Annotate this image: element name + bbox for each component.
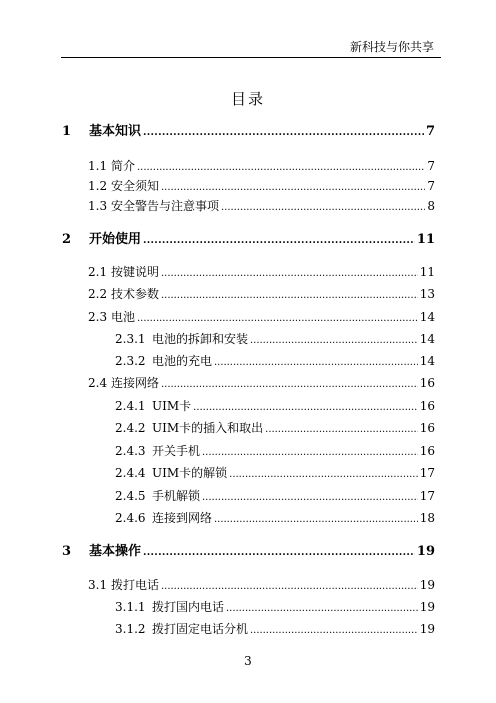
toc-entry[interactable] xyxy=(62,124,435,141)
toc-entry-page: 14 xyxy=(419,310,435,324)
toc-entry[interactable] xyxy=(88,375,435,393)
toc-entry-page: 16 xyxy=(419,376,435,390)
page-number: 3 xyxy=(244,654,252,668)
toc-entry-number: 2.4.6 xyxy=(115,511,146,525)
toc-entry-number: 2.3.2 xyxy=(115,354,146,368)
toc-entry-page: 11 xyxy=(419,265,435,279)
toc-leader-dots xyxy=(161,577,418,595)
toc-entry-page: 19 xyxy=(419,600,435,614)
running-header: 新科技与你共享 xyxy=(349,40,434,54)
toc-entry-title: UIM卡的解锁 xyxy=(152,466,228,480)
toc-entry[interactable] xyxy=(115,353,435,371)
toc-entry-number: 2.4.2 xyxy=(115,421,146,435)
toc-entry-number: 2.4.5 xyxy=(115,489,146,503)
toc-entry-title: 连接网络 xyxy=(111,376,160,390)
toc-entry[interactable] xyxy=(62,232,435,249)
toc-leader-dots xyxy=(161,178,425,196)
toc-entry-number: 3.1.2 xyxy=(115,622,146,636)
toc-entry-title: 连接到网络 xyxy=(152,511,213,525)
toc-leader-dots xyxy=(193,398,418,416)
toc-entry[interactable] xyxy=(115,465,435,483)
toc-entry-page: 17 xyxy=(419,489,435,503)
toc-leader-dots xyxy=(137,309,418,327)
toc-entry-page: 11 xyxy=(416,232,435,247)
toc-entry[interactable] xyxy=(62,544,435,561)
toc-entry[interactable] xyxy=(115,488,435,506)
toc-entry[interactable] xyxy=(115,420,435,438)
toc-entry-page: 16 xyxy=(419,421,435,435)
toc-entry[interactable] xyxy=(115,599,435,617)
toc-leader-dots xyxy=(250,621,418,639)
toc-entry-title: 开关手机 xyxy=(152,444,201,458)
toc-entry[interactable] xyxy=(88,198,435,216)
toc-entry-number: 2.4.4 xyxy=(115,466,146,480)
toc-leader-dots xyxy=(214,510,418,528)
toc-entry-number: 2.2 xyxy=(88,287,108,301)
toc-entry-page: 14 xyxy=(419,354,435,368)
toc-leader-dots xyxy=(161,286,418,304)
toc-entry[interactable] xyxy=(88,158,435,176)
toc-entry-title: 安全警告与注意事项 xyxy=(111,199,220,213)
toc-entry-number: 2 xyxy=(62,232,72,247)
toc-entry-title: 安全须知 xyxy=(111,179,160,193)
toc-entry[interactable] xyxy=(88,309,435,327)
toc-entry[interactable] xyxy=(115,510,435,528)
toc-entry-title: 拨打电话 xyxy=(111,578,160,592)
toc-entry-title: 拨打国内电话 xyxy=(152,600,225,614)
toc-entry-number: 1.2 xyxy=(88,179,108,193)
toc-leader-dots xyxy=(226,599,418,617)
toc-entry-number: 2.4.1 xyxy=(115,399,146,413)
toc-leader-dots xyxy=(221,198,425,216)
toc-leader-dots xyxy=(137,158,425,176)
toc-entry-number: 2.4 xyxy=(88,376,108,390)
toc-entry[interactable] xyxy=(115,621,435,639)
toc-entry-page: 14 xyxy=(419,332,435,346)
toc-entry-page: 18 xyxy=(419,511,435,525)
toc-entry[interactable] xyxy=(88,264,435,282)
toc-leader-dots xyxy=(143,124,424,141)
toc-entry[interactable] xyxy=(115,331,435,349)
toc-entry-page: 16 xyxy=(419,444,435,458)
toc-entry-title: 按键说明 xyxy=(111,265,160,279)
toc-entry-title: UIM卡的插入和取出 xyxy=(152,421,264,435)
toc-entry-page: 7 xyxy=(427,159,435,173)
toc-leader-dots xyxy=(202,488,418,506)
toc-entry-title: 拨打固定电话分机 xyxy=(152,622,249,636)
toc-entry-number: 2.1 xyxy=(88,265,108,279)
toc-leader-dots xyxy=(161,375,418,393)
toc-entry-page: 19 xyxy=(416,544,435,559)
toc-entry-page: 7 xyxy=(427,179,435,193)
toc-entry-title: 电池的拆卸和安装 xyxy=(152,332,249,346)
toc-entry-number: 2.3 xyxy=(88,310,108,324)
toc-entry-title: 简介 xyxy=(111,159,136,173)
toc-entry-number: 3.1 xyxy=(88,578,108,592)
toc-entry-title: 开始使用 xyxy=(89,232,142,247)
toc-entry-page: 19 xyxy=(419,622,435,636)
toc-entry-page: 16 xyxy=(419,399,435,413)
toc-leader-dots xyxy=(161,264,418,282)
toc-entry-title: 基本知识 xyxy=(89,124,142,139)
toc-entry-number: 1 xyxy=(62,124,72,139)
toc-entry[interactable] xyxy=(115,398,435,416)
toc-entry-page: 19 xyxy=(419,578,435,592)
header-rule xyxy=(61,57,441,58)
toc-entry-title: 电池 xyxy=(111,310,136,324)
toc-entry-number: 1.1 xyxy=(88,159,108,173)
toc-entry-number: 1.3 xyxy=(88,199,108,213)
toc-entry-title: 技术参数 xyxy=(111,287,160,301)
toc-entry-title: UIM卡 xyxy=(152,399,192,413)
page-title: 目录 xyxy=(230,90,265,108)
toc-leader-dots xyxy=(265,420,418,438)
toc-leader-dots xyxy=(214,353,418,371)
toc-entry-page: 8 xyxy=(427,199,435,213)
toc-entry-number: 2.4.3 xyxy=(115,444,146,458)
toc-entry-number: 3 xyxy=(62,544,72,559)
toc-entry[interactable] xyxy=(88,286,435,304)
toc-leader-dots xyxy=(143,232,415,249)
toc-entry-number: 2.3.1 xyxy=(115,332,146,346)
toc-leader-dots xyxy=(229,465,418,483)
toc-entry[interactable] xyxy=(88,178,435,196)
toc-entry-title: 基本操作 xyxy=(89,544,142,559)
toc-leader-dots xyxy=(250,331,418,349)
toc-entry-title: 电池的充电 xyxy=(152,354,213,368)
toc-entry[interactable] xyxy=(115,443,435,461)
toc-entry[interactable] xyxy=(88,577,435,595)
toc-leader-dots xyxy=(143,544,415,561)
toc-entry-page: 13 xyxy=(419,287,435,301)
toc-entry-number: 3.1.1 xyxy=(115,600,146,614)
toc-leader-dots xyxy=(202,443,418,461)
toc-entry-page: 7 xyxy=(425,124,435,139)
toc-entry-page: 17 xyxy=(419,466,435,480)
toc-entry-title: 手机解锁 xyxy=(152,489,201,503)
